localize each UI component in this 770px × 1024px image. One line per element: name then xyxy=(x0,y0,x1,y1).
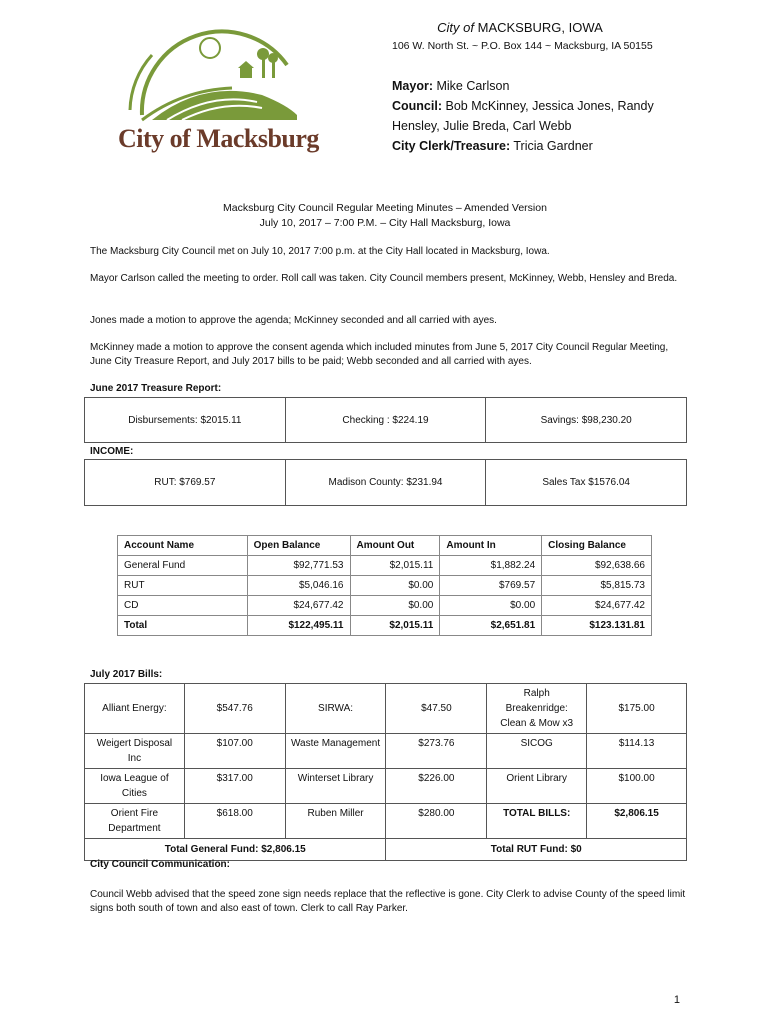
table-row xyxy=(118,576,652,596)
amount: $47.50 xyxy=(386,684,487,734)
vendor: Ralph Breakenridge: Clean & Mow x3 xyxy=(487,684,587,734)
amount: $547.76 xyxy=(184,684,285,734)
total-bills-amount: $2,806.15 xyxy=(587,804,687,839)
clerk-label: City Clerk/Treasure: xyxy=(392,139,511,153)
mayor-name: Mike Carlson xyxy=(436,79,510,93)
total-amount-in: $2,651.81 xyxy=(440,616,542,636)
paragraph-consent: McKinney made a motion to approve the consent agenda which included minutes from June 5, 2017 City Council Regular Meeting, June City Treasure Report, and July 2017 bills to be paid; Webb seconded and all carried with ayes. xyxy=(90,342,669,367)
amount: $317.00 xyxy=(184,769,285,804)
vendor: Orient Library xyxy=(487,769,587,804)
table-row xyxy=(85,769,687,804)
income-table xyxy=(84,459,687,506)
open-balance: $5,046.16 xyxy=(247,576,350,596)
vendor: Iowa League of Cities xyxy=(85,769,185,804)
total-rut-fund: Total RUT Fund: $0 xyxy=(386,839,687,861)
bills-heading: July 2017 Bills: xyxy=(90,669,163,680)
total-closing-balance: $123.131.81 xyxy=(542,616,652,636)
vendor: Orient Fire Department xyxy=(85,804,185,839)
vendor: SICOG xyxy=(487,734,587,769)
table-row xyxy=(118,596,652,616)
total-open-balance: $122,495.11 xyxy=(247,616,350,636)
checking-cell: Checking : $224.19 xyxy=(285,398,486,443)
mayor-label: Mayor: xyxy=(392,79,433,93)
vendor: Alliant Energy: xyxy=(85,684,185,734)
account-name: CD xyxy=(118,596,248,616)
sales-tax-cell: Sales Tax $1576.04 xyxy=(486,460,687,506)
communication-heading: City Council Communication: xyxy=(90,859,230,870)
total-bills-label: TOTAL BILLS: xyxy=(487,804,587,839)
amount-in: $1,882.24 xyxy=(440,556,542,576)
vendor: Weigert Disposal Inc xyxy=(85,734,185,769)
col-open-balance: Open Balance xyxy=(247,536,350,556)
vendor: SIRWA: xyxy=(285,684,386,734)
amount: $280.00 xyxy=(386,804,487,839)
communication-text: Council Webb advised that the speed zone sign needs replace that the reflective is gone. City Clerk to advise County of the speed limit signs both south of town and also east of town. Clerk to call Ray Parker. xyxy=(90,889,686,914)
city-address: 106 W. North St. ~ P.O. Box 144 ~ Macksburg, IA 50155 xyxy=(392,40,653,52)
amount-out: $0.00 xyxy=(350,596,440,616)
treasure-table xyxy=(84,397,687,443)
city-name: MACKSBURG, IOWA xyxy=(477,20,603,35)
table-row xyxy=(85,804,687,839)
total-general-fund: Total General Fund: $2,806.15 xyxy=(85,839,386,861)
city-prefix: City of xyxy=(437,20,474,35)
total-amount-out: $2,015.11 xyxy=(350,616,440,636)
account-name: General Fund xyxy=(118,556,248,576)
account-header-row xyxy=(118,536,652,556)
table-row xyxy=(118,556,652,576)
account-name: RUT xyxy=(118,576,248,596)
closing-balance: $92,638.66 xyxy=(542,556,652,576)
council-label: Council: xyxy=(392,99,442,113)
open-balance: $24,677.42 xyxy=(247,596,350,616)
amount-out: $2,015.11 xyxy=(350,556,440,576)
amount-in: $0.00 xyxy=(440,596,542,616)
total-label: Total xyxy=(118,616,248,636)
page-number: 1 xyxy=(673,994,680,1006)
madison-income-cell: Madison County: $231.94 xyxy=(285,460,486,506)
paragraph-agenda: Jones made a motion to approve the agenda; McKinney seconded and all carried with ayes. xyxy=(90,315,497,326)
doc-title-line1: Macksburg City Council Regular Meeting Minutes – Amended Version xyxy=(223,202,547,214)
amount: $100.00 xyxy=(587,769,687,804)
col-amount-out: Amount Out xyxy=(350,536,440,556)
disbursements-cell: Disbursements: $2015.11 xyxy=(85,398,286,443)
amount-out: $0.00 xyxy=(350,576,440,596)
open-balance: $92,771.53 xyxy=(247,556,350,576)
vendor: Winterset Library xyxy=(285,769,386,804)
col-closing-balance: Closing Balance xyxy=(542,536,652,556)
paragraph-meeting: The Macksburg City Council met on July 10, 2017 7:00 p.m. at the City Hall located in Macksburg, Iowa. xyxy=(90,246,550,257)
savings-cell: Savings: $98,230.20 xyxy=(486,398,687,443)
amount: $226.00 xyxy=(386,769,487,804)
city-heading xyxy=(390,20,650,35)
council-names: Bob McKinney, Jessica Jones, Randy Hensley, Julie Breda, Carl Webb xyxy=(392,99,654,133)
bills-table xyxy=(84,683,687,861)
doc-title-line2: July 10, 2017 – 7:00 P.M. – City Hall Macksburg, Iowa xyxy=(259,217,511,229)
closing-balance: $5,815.73 xyxy=(542,576,652,596)
treasure-heading: June 2017 Treasure Report: xyxy=(90,383,222,394)
amount: $114.13 xyxy=(587,734,687,769)
income-heading: INCOME: xyxy=(90,446,134,457)
vendor: Waste Management xyxy=(285,734,386,769)
officials-list xyxy=(392,76,662,156)
total-row xyxy=(118,616,652,636)
clerk-name: Tricia Gardner xyxy=(513,139,593,153)
closing-balance: $24,677.42 xyxy=(542,596,652,616)
rut-income-cell: RUT: $769.57 xyxy=(85,460,286,506)
table-row xyxy=(85,684,687,734)
table-row xyxy=(85,734,687,769)
amount: $273.76 xyxy=(386,734,487,769)
paragraph-roll-call: Mayor Carlson called the meeting to order. Roll call was taken. City Council members present, McKinney, Webb, Hensley and Breda. xyxy=(90,273,678,284)
amount: $107.00 xyxy=(184,734,285,769)
amount-in: $769.57 xyxy=(440,576,542,596)
account-table xyxy=(117,535,652,636)
col-amount-in: Amount In xyxy=(440,536,542,556)
logo-text: City of Macksburg xyxy=(118,124,319,153)
vendor: Ruben Miller xyxy=(285,804,386,839)
amount: $618.00 xyxy=(184,804,285,839)
amount: $175.00 xyxy=(587,684,687,734)
col-account-name: Account Name xyxy=(118,536,248,556)
